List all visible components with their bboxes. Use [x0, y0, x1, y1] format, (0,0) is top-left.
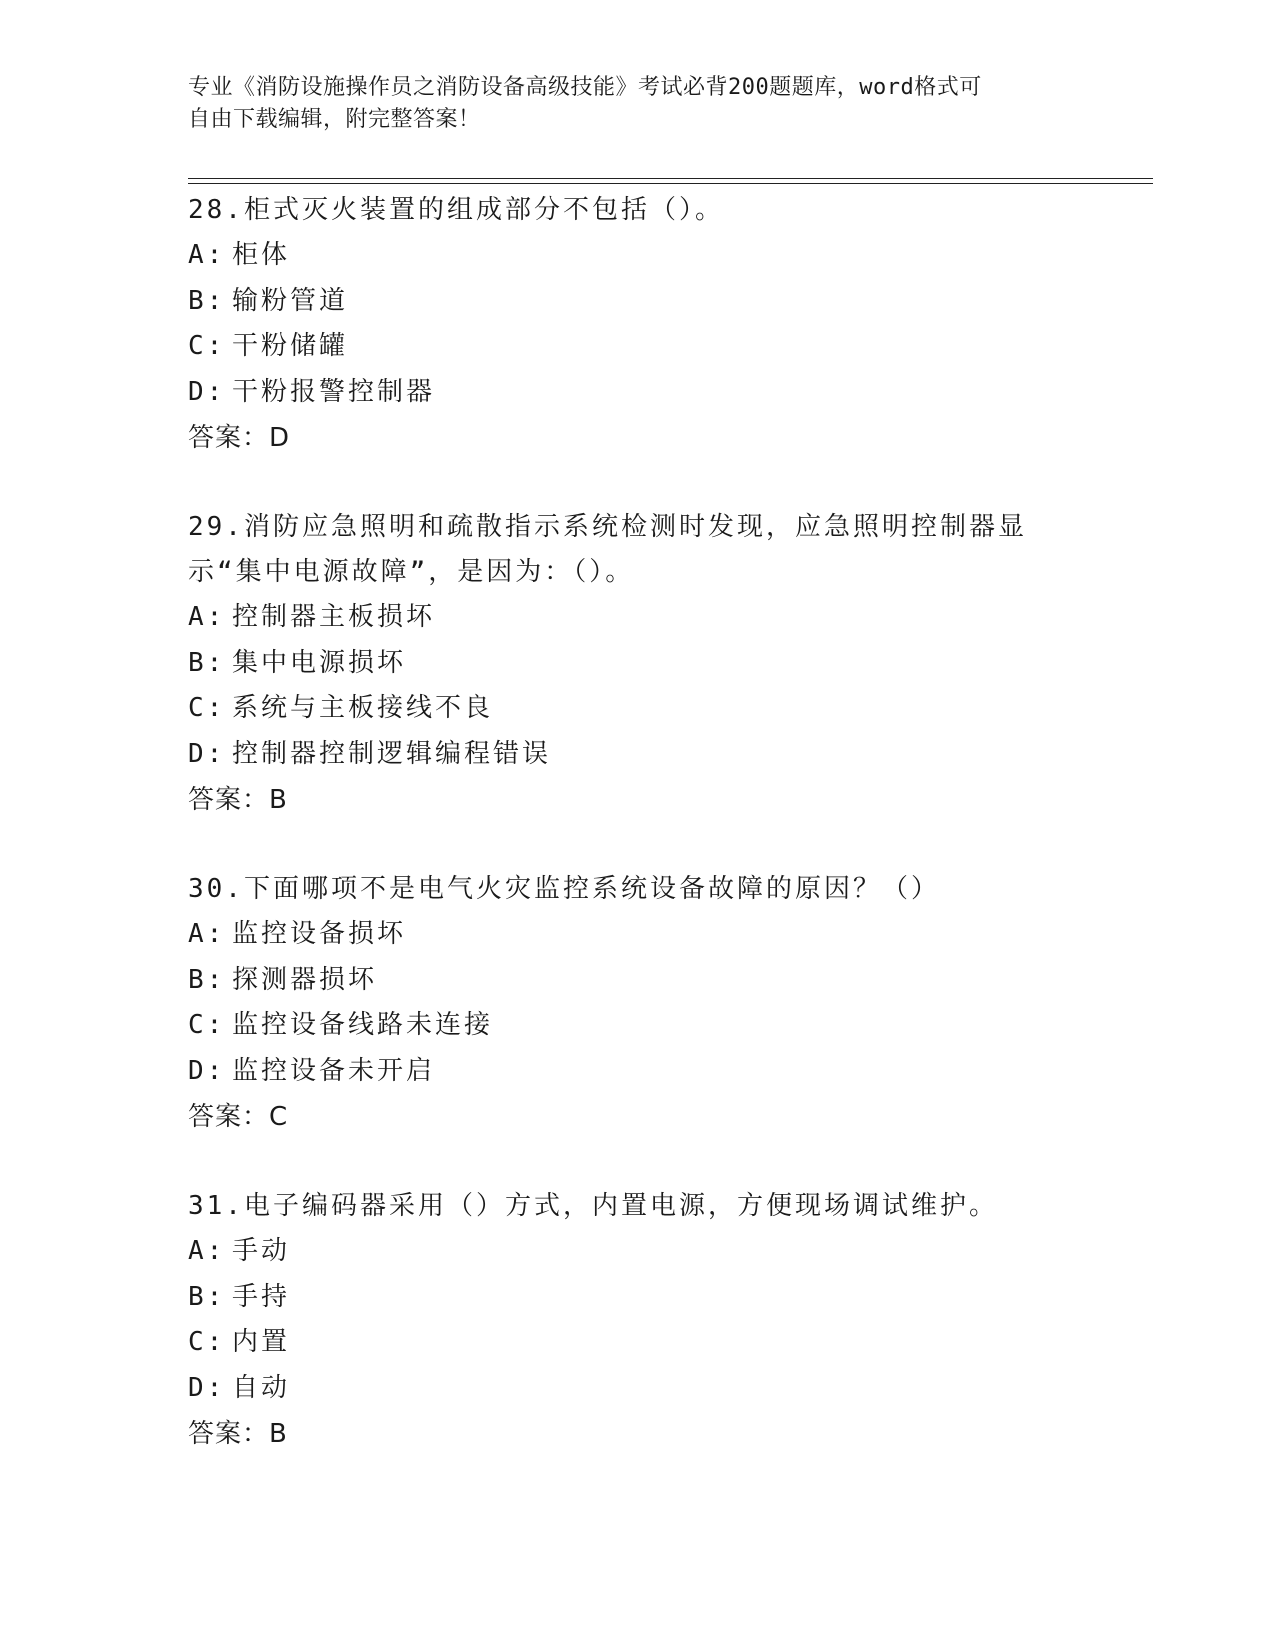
option-a — [188, 1229, 1148, 1275]
option-text: 柜体 — [232, 240, 291, 270]
question-31 — [188, 1184, 1148, 1457]
option-label: A: — [188, 602, 226, 632]
option-label: C: — [188, 331, 226, 361]
header-divider-top — [188, 178, 1153, 179]
answer-line: 答案：C — [188, 1102, 289, 1132]
option-b — [188, 641, 1148, 687]
answer-line: 答案：D — [188, 423, 291, 453]
option-text: 干粉报警控制器 — [232, 376, 436, 407]
option-c — [188, 1320, 1148, 1366]
option-text: 自动 — [232, 1372, 291, 1403]
option-label: A: — [188, 919, 226, 949]
option-label: D: — [188, 376, 226, 407]
option-label: A: — [188, 1236, 226, 1266]
option-label: C: — [188, 1010, 226, 1040]
question-28 — [188, 188, 1148, 461]
option-label: B: — [188, 647, 226, 678]
option-text: 集中电源损坏 — [232, 647, 407, 678]
option-label: B: — [188, 964, 226, 995]
question-spacer — [188, 461, 1148, 505]
option-c — [188, 324, 1148, 370]
question-29 — [188, 505, 1148, 823]
option-label: B: — [188, 285, 226, 316]
option-text: 手持 — [232, 1281, 291, 1312]
answer-line: 答案：B — [188, 785, 288, 815]
option-d — [188, 1366, 1148, 1412]
question-text: 30.下面哪项不是电气火灾监控系统设备故障的原因？（） — [188, 874, 940, 904]
document-header — [188, 72, 1088, 136]
option-text: 监控设备未开启 — [232, 1055, 436, 1086]
option-text: 内置 — [232, 1327, 291, 1357]
question-spacer — [188, 823, 1148, 867]
header-line-2: 自由下载编辑，附完整答案！ — [188, 107, 481, 132]
option-d — [188, 732, 1148, 778]
question-list — [188, 188, 1148, 1457]
option-text: 监控设备损坏 — [232, 919, 407, 949]
option-c — [188, 686, 1148, 732]
option-a — [188, 912, 1148, 958]
option-label: D: — [188, 1055, 226, 1086]
option-text: 系统与主板接线不良 — [232, 693, 494, 723]
option-label: C: — [188, 693, 226, 723]
option-text: 监控设备线路未连接 — [232, 1010, 494, 1040]
option-label: A: — [188, 240, 226, 270]
option-text: 输粉管道 — [232, 285, 349, 316]
question-spacer — [188, 1140, 1148, 1184]
option-d — [188, 1049, 1148, 1095]
question-text: 28.柜式灭火装置的组成部分不包括（）。 — [188, 195, 724, 225]
question-text: 29.消防应急照明和疏散指示系统检测时发现，应急照明控制器显示“集中电源故障”，是因为：（）。 — [188, 512, 1027, 587]
option-a — [188, 595, 1148, 641]
option-text: 控制器主板损坏 — [232, 602, 436, 632]
header-divider-bottom — [188, 183, 1153, 184]
option-b — [188, 1275, 1148, 1321]
option-label: D: — [188, 1372, 226, 1403]
answer-line: 答案：B — [188, 1419, 288, 1449]
option-c — [188, 1003, 1148, 1049]
option-label: D: — [188, 738, 226, 769]
option-text: 控制器控制逻辑编程错误 — [232, 738, 552, 769]
option-d — [188, 370, 1148, 416]
option-a — [188, 233, 1148, 279]
option-text: 干粉储罐 — [232, 331, 349, 361]
option-b — [188, 279, 1148, 325]
header-line-1: 专业《消防设施操作员之消防设备高级技能》考试必背200题题库，word格式可 — [188, 75, 982, 100]
option-text: 探测器损坏 — [232, 964, 378, 995]
question-30 — [188, 867, 1148, 1140]
option-text: 手动 — [232, 1236, 291, 1266]
option-b — [188, 958, 1148, 1004]
option-label: B: — [188, 1281, 226, 1312]
option-label: C: — [188, 1327, 226, 1357]
question-text: 31.电子编码器采用（）方式，内置电源，方便现场调试维护。 — [188, 1191, 998, 1221]
